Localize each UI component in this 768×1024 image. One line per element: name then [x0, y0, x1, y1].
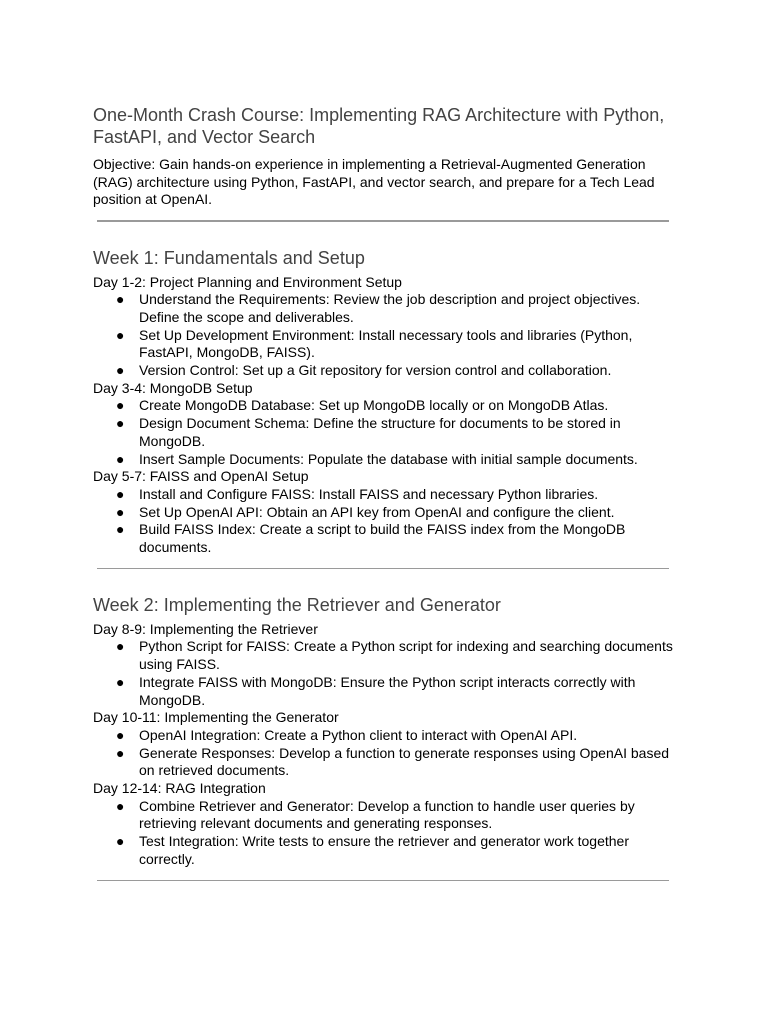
list-item [93, 727, 673, 745]
bullet-icon: ● [116, 397, 125, 414]
list-item [93, 486, 673, 504]
week-2-section [93, 594, 673, 869]
list-item [93, 291, 673, 326]
week-title: Week 2: Implementing the Retriever and Generator [93, 594, 501, 615]
task-list [93, 486, 673, 557]
task-text: Design Document Schema: Define the structure for documents to be stored in MongoDB. [139, 415, 621, 449]
day-block [93, 709, 673, 780]
bullet-icon: ● [116, 833, 125, 850]
task-text: OpenAI Integration: Create a Python client to interact with OpenAI API. [139, 726, 578, 743]
day-title: Day 12-14: RAG Integration [93, 780, 266, 797]
bullet-icon: ● [116, 797, 125, 814]
list-item [93, 745, 673, 780]
task-text: Integrate FAISS with MongoDB: Ensure the Python script interacts correctly with MongoDB. [139, 673, 636, 708]
bullet-icon: ● [116, 326, 125, 343]
task-text: Python Script for FAISS: Create a Python script for indexing and searching documents using FAISS. [139, 638, 673, 673]
section-divider [97, 568, 669, 569]
bullet-icon: ● [116, 503, 125, 520]
list-item [93, 451, 673, 469]
task-list [93, 638, 673, 709]
bullet-icon: ● [116, 415, 125, 432]
section-divider [97, 220, 669, 222]
week-title: Week 1: Fundamentals and Setup [93, 247, 365, 268]
task-text: Insert Sample Documents: Populate the database with initial sample documents. [139, 450, 638, 467]
bullet-icon: ● [116, 673, 125, 690]
list-item [93, 362, 673, 380]
task-text: Set Up OpenAI API: Obtain an API key from OpenAI and configure the client. [139, 503, 615, 520]
task-list [93, 291, 673, 380]
task-text: Install and Configure FAISS: Install FAISS and necessary Python libraries. [139, 485, 599, 502]
list-item [93, 327, 673, 362]
day-title: Day 5-7: FAISS and OpenAI Setup [93, 468, 309, 485]
list-item [93, 638, 673, 673]
document-page [93, 104, 673, 881]
list-item [93, 798, 673, 833]
task-text: Version Control: Set up a Git repository for version control and collaboration. [139, 362, 612, 379]
day-title: Day 3-4: MongoDB Setup [93, 379, 253, 396]
bullet-icon: ● [116, 485, 125, 502]
day-title: Day 1-2: Project Planning and Environment Setup [93, 273, 402, 290]
task-text: Test Integration: Write tests to ensure the retriever and generator work together correctly. [139, 833, 629, 867]
list-item [93, 415, 673, 450]
list-item [93, 833, 673, 868]
list-item [93, 397, 673, 415]
day-block [93, 380, 673, 469]
bullet-icon: ● [116, 744, 125, 761]
section-divider [97, 880, 669, 881]
task-text: Understand the Requirements: Review the job description and project objectives. Define the scope and deliverables. [139, 291, 641, 325]
list-item [93, 674, 673, 709]
list-item [93, 504, 673, 522]
bullet-icon: ● [116, 362, 125, 379]
day-block [93, 780, 673, 869]
day-title: Day 10-11: Implementing the Generator [93, 709, 339, 726]
task-text: Set Up Development Environment: Install necessary tools and libraries (Python, FastAPI, MongoDB, FAISS). [139, 326, 633, 361]
list-item [93, 521, 673, 556]
bullet-icon: ● [116, 726, 125, 743]
day-block [93, 621, 673, 710]
bullet-icon: ● [116, 638, 125, 655]
document-title: One-Month Crash Course: Implementing RAG Architecture with Python, FastAPI, and Vector Search [93, 105, 665, 147]
day-block [93, 468, 673, 557]
bullet-icon: ● [116, 291, 125, 308]
bullet-icon: ● [116, 450, 125, 467]
task-text: Create MongoDB Database: Set up MongoDB locally or on MongoDB Atlas. [139, 397, 609, 414]
week-1-section [93, 247, 673, 557]
task-text: Generate Responses: Develop a function to generate responses using OpenAI based on retrieved documents. [139, 744, 670, 779]
task-list [93, 798, 673, 869]
bullet-icon: ● [116, 521, 125, 538]
task-text: Combine Retriever and Generator: Develop a function to handle user queries by retrieving relevant documents and generating responses. [139, 797, 635, 832]
day-block [93, 274, 673, 380]
task-text: Build FAISS Index: Create a script to build the FAISS index from the MongoDB documents. [139, 521, 626, 556]
task-list [93, 727, 673, 780]
objective-paragraph: Objective: Gain hands-on experience in implementing a Retrieval-Augmented Generation (RAG) architecture using Python, FastAPI, and vector search, and prepare for a Tech Lead position at OpenAI. [93, 156, 655, 207]
task-list [93, 397, 673, 468]
day-title: Day 8-9: Implementing the Retriever [93, 620, 318, 637]
